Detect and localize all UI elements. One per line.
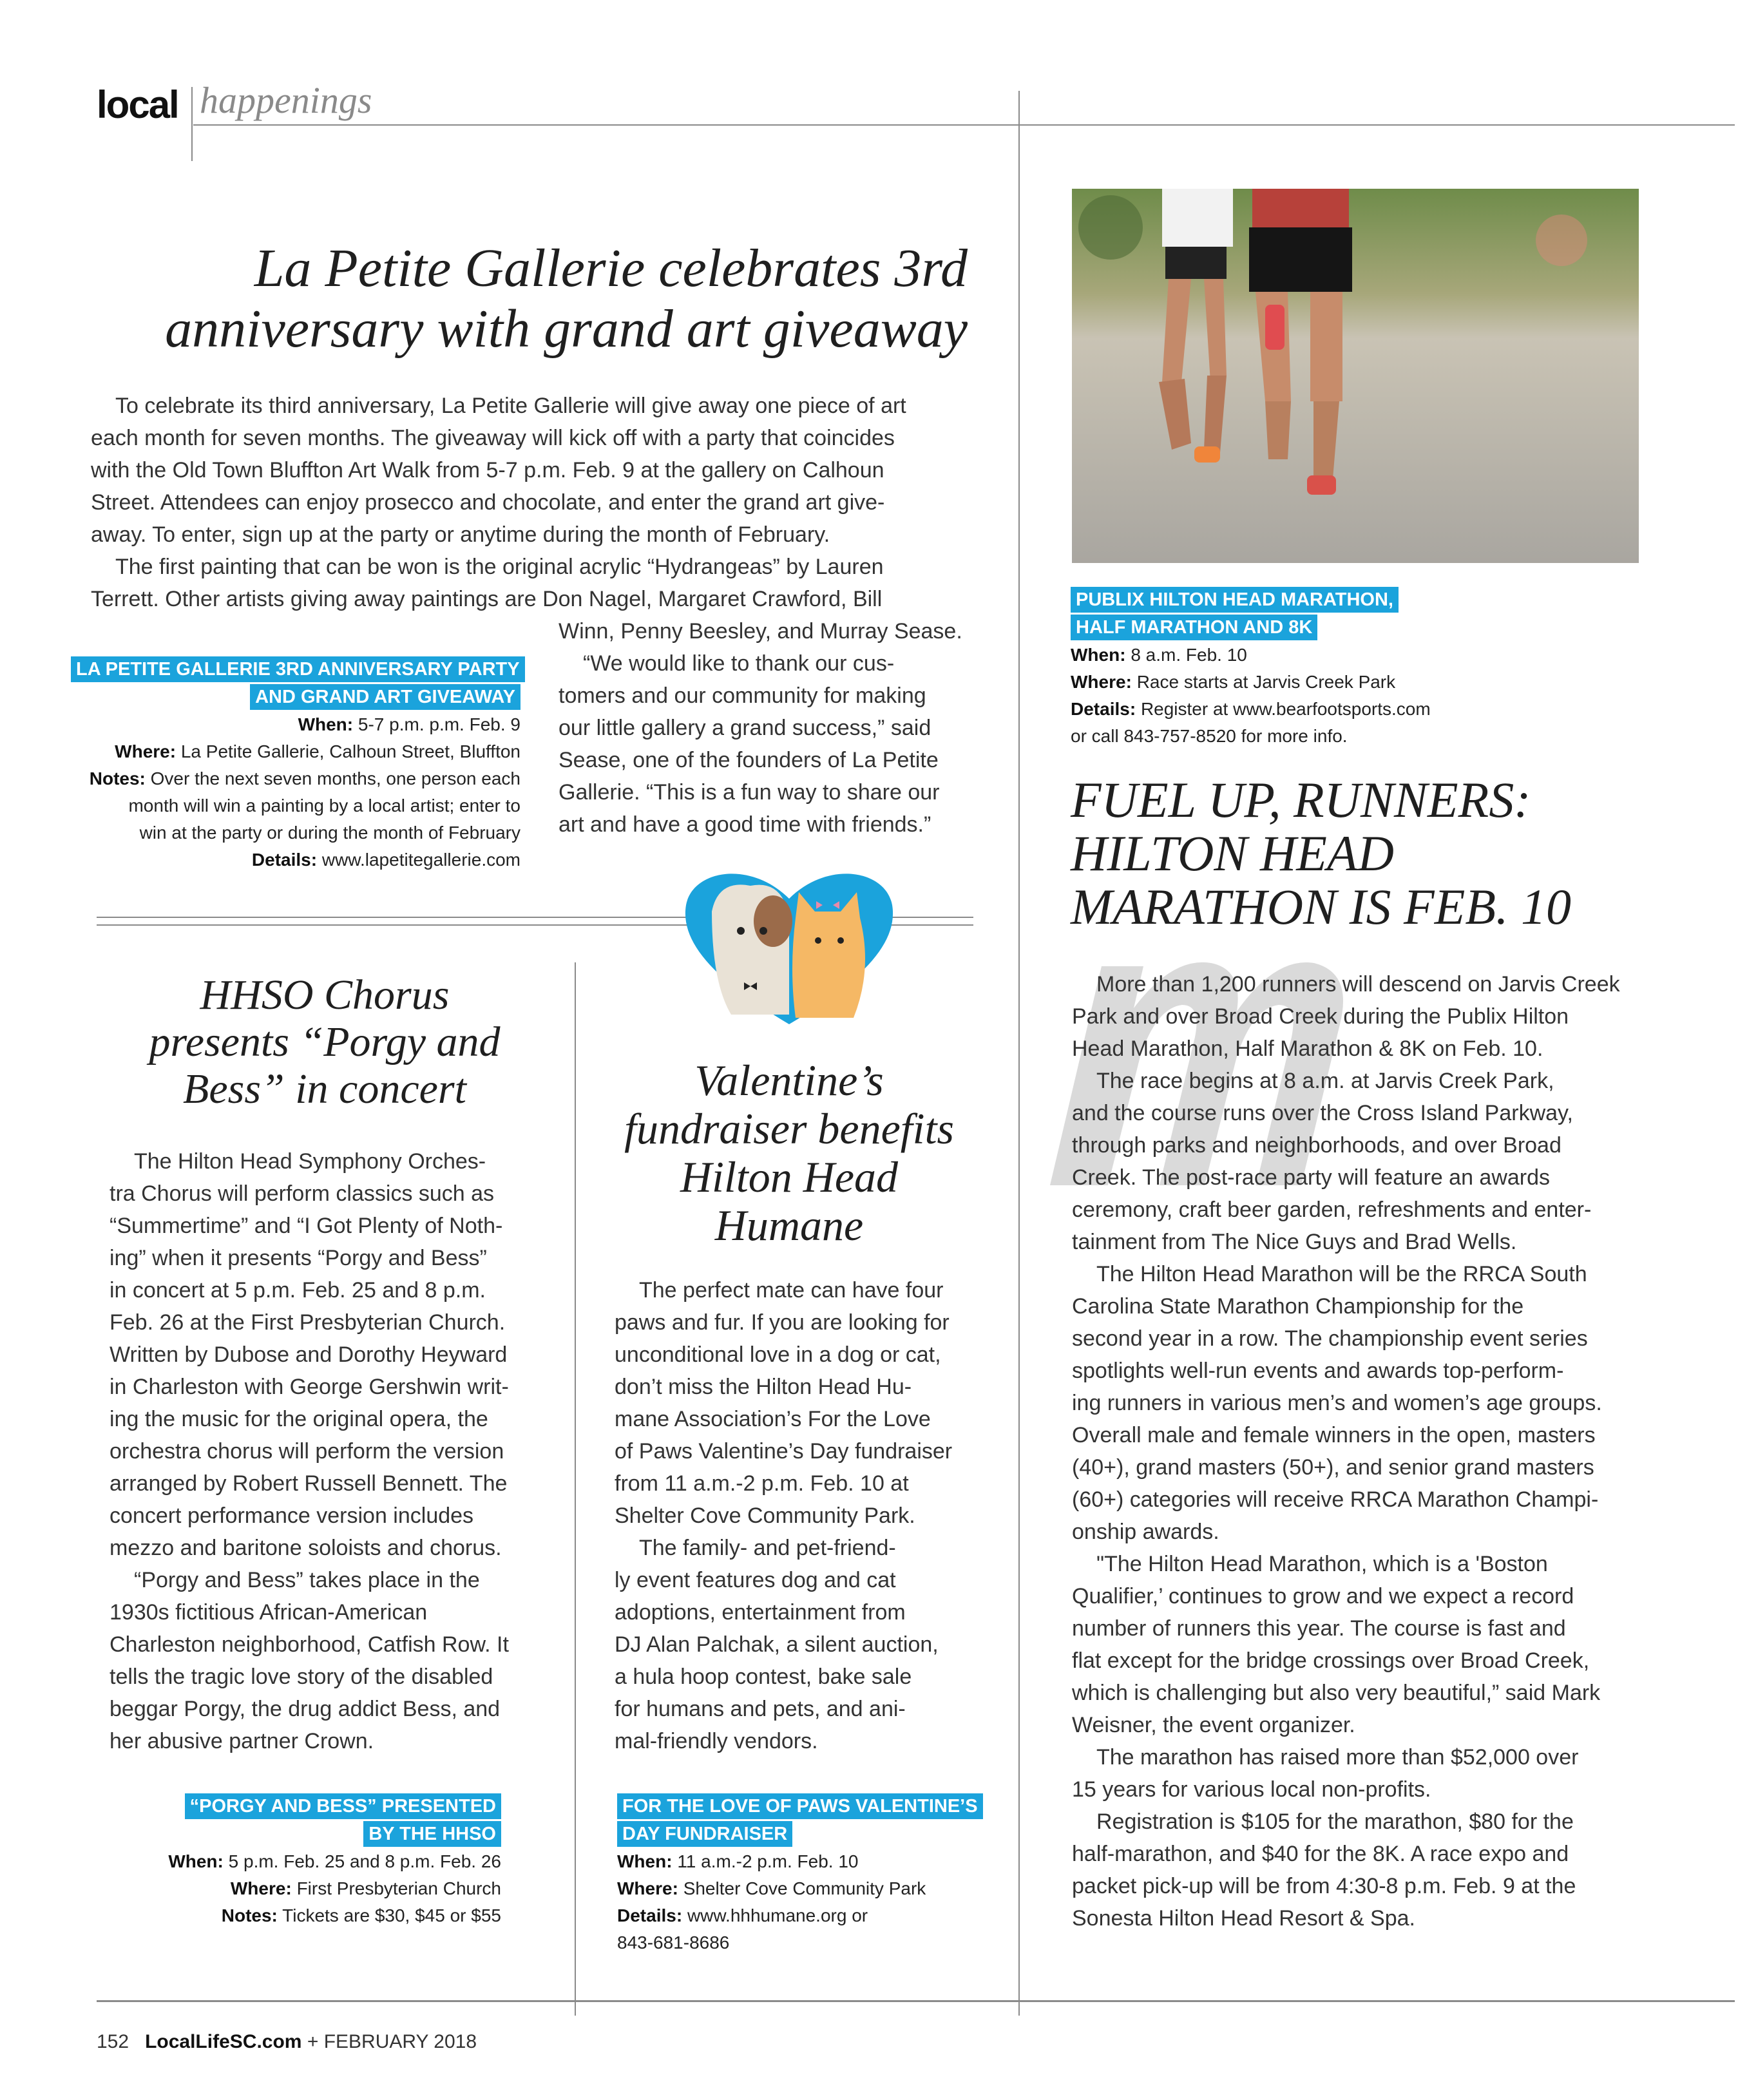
body-line: Feb. 26 at the First Presbyterian Church. (110, 1310, 506, 1335)
headline-line: MARATHON IS FEB. 10 (1071, 879, 1571, 935)
details-link: www.hhhumane.org or (687, 1905, 868, 1925)
info-notes-line: win at the party or during the month of February (139, 823, 520, 843)
valentine-infobox (617, 1793, 983, 1956)
info-notes-line: month will win a painting by a local artist; enter to (128, 796, 520, 816)
body-line: mezzo and baritone soloists and chorus. (110, 1536, 502, 1560)
info-phone: or call 843-757-8520 for more info. (1071, 726, 1348, 746)
headline-line: Humane (714, 1201, 864, 1250)
body-line: Carolina State Marathon Championship for the (1072, 1294, 1524, 1319)
body-line: Sease, one of the founders of La Petite (559, 748, 939, 772)
body-line: "The Hilton Head Marathon, which is a 'Boston (1096, 1552, 1548, 1576)
footer (97, 2031, 477, 2053)
body-line: unconditional love in a dog or cat, (615, 1342, 941, 1367)
body-line: art and have a good time with friends.” (559, 812, 931, 837)
gallerie-body-narrow (559, 615, 962, 841)
body-line: a hula hoop contest, bake sale (615, 1665, 912, 1689)
body-line: More than 1,200 runners will descend on Jarvis Creek (1096, 972, 1620, 997)
body-line: adoptions, entertainment from (615, 1600, 906, 1625)
body-line: flat except for the bridge crossings over Broad Creek, (1072, 1648, 1590, 1673)
body-line: To celebrate its third anniversary, La Petite Gallerie will give away one piece of art (115, 394, 906, 418)
headline-line: Hilton Head (680, 1152, 899, 1201)
headline-line: HHSO Chorus (200, 971, 450, 1018)
column-divider (1018, 91, 1020, 2016)
body-line: The Hilton Head Marathon will be the RRCA South (1096, 1262, 1587, 1286)
body-line: The Hilton Head Symphony Orches- (134, 1149, 486, 1174)
body-line: “We would like to thank our cus- (583, 651, 895, 676)
site-name: LocalLifeSC.com (145, 2031, 302, 2052)
body-line: ing runners in various men’s and women’s age groups. (1072, 1391, 1602, 1415)
body-line: Charleston neighborhood, Catfish Row. It (110, 1632, 509, 1657)
body-line: The perfect mate can have four (639, 1278, 944, 1303)
body-line: The marathon has raised more than $52,000 over (1096, 1745, 1579, 1770)
body-line: tells the tragic love story of the disabled (110, 1665, 493, 1689)
body-line: Registration is $105 for the marathon, $80 for the (1096, 1809, 1574, 1834)
headline-line: presents “Porgy and (149, 1018, 501, 1065)
gallerie-headline (129, 238, 968, 359)
body-line: (60+) categories will receive RRCA Marathon Champi- (1072, 1487, 1599, 1512)
body-line: from 11 a.m.-2 p.m. Feb. 10 at (615, 1471, 909, 1496)
body-line: ing” when it presents “Porgy and Bess” (110, 1246, 487, 1270)
info-details: Details: www.hhhumane.org or (617, 1905, 868, 1925)
info-tag: HALF MARATHON AND 8K (1071, 615, 1317, 640)
body-line: ly event features dog and cat (615, 1568, 896, 1592)
footer-separator: + (307, 2031, 319, 2052)
body-line: tra Chorus will perform classics such as (110, 1181, 495, 1206)
body-line: half-marathon, and $40 for the 8K. A race expo and (1072, 1842, 1569, 1866)
body-line: ceremony, craft beer garden, refreshments and enter- (1072, 1198, 1592, 1222)
valentine-body (615, 1274, 952, 1757)
body-line: paws and fur. If you are looking for (615, 1310, 950, 1335)
body-line: away. To enter, sign up at the party or anytime during the month of February. (91, 522, 830, 547)
headline-line: anniversary with grand art giveaway (165, 299, 968, 359)
header-divider (191, 87, 193, 161)
body-line: through parks and neighborhoods, and over Broad (1072, 1133, 1561, 1158)
valentine-headline (580, 1056, 998, 1250)
info-notes: Notes: Tickets are $30, $45 or $55 (221, 1905, 501, 1925)
headline-line: Valentine’s (694, 1056, 884, 1105)
hhso-body (110, 1145, 509, 1757)
body-line: orchestra chorus will perform the version (110, 1439, 504, 1464)
hhso-headline (97, 971, 553, 1112)
body-line: Overall male and female winners in the open, masters (1072, 1423, 1596, 1447)
info-tag: “PORGY AND BESS” PRESENTED (185, 1793, 501, 1819)
body-line: with the Old Town Bluffton Art Walk from 5-7 p.m. Feb. 9 at the gallery on Calhoun (91, 458, 884, 482)
gallerie-body-wide (91, 390, 906, 615)
info-where: Where: First Presbyterian Church (230, 1878, 501, 1898)
body-line: each month for seven months. The giveaway will kick off with a party that coincides (91, 426, 895, 450)
info-when: When: 5-7 p.m. p.m. Feb. 9 (298, 714, 520, 734)
info-details: Details: Register at www.bearfootsports.com (1071, 699, 1431, 719)
body-line: in Charleston with George Gershwin writ- (110, 1375, 509, 1399)
body-line: 15 years for various local non-profits. (1072, 1777, 1431, 1802)
headline-line: La Petite Gallerie celebrates 3rd (254, 238, 968, 298)
info-tag: FOR THE LOVE OF PAWS VALENTINE’S (617, 1793, 983, 1819)
body-line: which is challenging but also very beautiful,” said Mark (1072, 1681, 1601, 1705)
body-line: tomers and our community for making (559, 683, 926, 708)
body-line: tainment from The Nice Guys and Brad Wells. (1072, 1230, 1517, 1254)
body-line: beggar Porgy, the drug addict Bess, and (110, 1697, 501, 1721)
body-line: number of runners this year. The course is fast and (1072, 1616, 1566, 1641)
body-line: of Paws Valentine’s Day fundraiser (615, 1439, 953, 1464)
body-line: Sonesta Hilton Head Resort & Spa. (1072, 1906, 1415, 1931)
body-line: The family- and pet-friend- (639, 1536, 896, 1560)
info-tag: BY THE HHSO (363, 1821, 501, 1847)
body-line: mal-friendly vendors. (615, 1729, 818, 1753)
info-phone: 843-681-8686 (617, 1933, 730, 1952)
body-line: packet pick-up will be from 4:30-8 p.m. Feb. 9 at the (1072, 1874, 1576, 1898)
info-when: When: 5 p.m. Feb. 25 and 8 p.m. Feb. 26 (168, 1851, 501, 1871)
body-line: her abusive partner Crown. (110, 1729, 374, 1753)
marathon-infobox (1071, 586, 1431, 750)
body-line: Creek. The post-race party will feature an awards (1072, 1165, 1551, 1190)
body-line: Street. Attendees can enjoy prosecco and chocolate, and enter the grand art give- (91, 490, 885, 515)
body-line: Weisner, the event organizer. (1072, 1713, 1355, 1737)
info-where: Where: Race starts at Jarvis Creek Park (1071, 672, 1396, 692)
info-notes: Notes: Over the next seven months, one person each (89, 768, 520, 788)
column-divider (575, 962, 576, 2016)
info-when: When: 8 a.m. Feb. 10 (1071, 645, 1247, 665)
body-line: in concert at 5 p.m. Feb. 25 and 8 p.m. (110, 1278, 486, 1303)
gallerie-infobox (71, 656, 520, 873)
info-where: Where: Shelter Cove Community Park (617, 1878, 926, 1898)
body-line: Head Marathon, Half Marathon & 8K on Feb. 10. (1072, 1036, 1543, 1061)
info-tag: DAY FUNDRAISER (617, 1821, 792, 1847)
details-link: Register at www.bearfootsports.com (1140, 699, 1431, 719)
info-tag: AND GRAND ART GIVEAWAY (250, 684, 520, 710)
info-tag: LA PETITE GALLERIE 3RD ANNIVERSARY PARTY (71, 656, 525, 682)
body-line: second year in a row. The championship event series (1072, 1326, 1588, 1351)
body-line: Gallerie. “This is a fun way to share our (559, 780, 940, 805)
marathon-headline (1071, 773, 1571, 933)
body-line: “Porgy and Bess” takes place in the (134, 1568, 480, 1592)
gallerie-quote (559, 647, 962, 841)
body-line: (40+), grand masters (50+), and senior grand masters (1072, 1455, 1594, 1480)
body-line: Winn, Penny Beesley, and Murray Sease. (559, 619, 962, 644)
headline-line: FUEL UP, RUNNERS: (1071, 772, 1531, 828)
body-line: mane Association’s For the Love (615, 1407, 931, 1431)
body-line: spotlights well-run events and awards top-perform- (1072, 1359, 1564, 1383)
body-line: Shelter Cove Community Park. (615, 1503, 915, 1528)
body-line: onship awards. (1072, 1520, 1219, 1544)
page-number: 152 (97, 2031, 129, 2052)
headline-line: fundraiser benefits (624, 1104, 954, 1153)
info-where: Where: La Petite Gallerie, Calhoun Street, Bluffton (115, 741, 520, 761)
issue-date: FEBRUARY 2018 (323, 2031, 477, 2052)
footer-rule (97, 2000, 1735, 2002)
body-line: “Summertime” and “I Got Plenty of Noth- (110, 1214, 503, 1238)
details-link: www.lapetitegallerie.com (321, 850, 520, 870)
body-line: arranged by Robert Russell Bennett. The (110, 1471, 508, 1496)
body-line: ing the music for the original opera, the (110, 1407, 488, 1431)
section-brand: local (97, 83, 178, 126)
headline-line: Bess” in concert (183, 1065, 466, 1112)
pets-heart-illustration (680, 866, 899, 1027)
marathon-body (1072, 968, 1620, 1934)
header-rule (193, 124, 1735, 126)
body-line: Terrett. Other artists giving away paintings are Don Nagel, Margaret Crawford, Bill (91, 587, 883, 611)
section-name: happenings (200, 79, 372, 121)
headline-line: HILTON HEAD (1071, 825, 1394, 881)
body-line: don’t miss the Hilton Head Hu- (615, 1375, 912, 1399)
body-line: Written by Dubose and Dorothy Heyward (110, 1342, 508, 1367)
body-line: DJ Alan Palchak, a silent auction, (615, 1632, 939, 1657)
body-line: The first painting that can be won is the original acrylic “Hydrangeas” by Lauren (115, 555, 884, 579)
body-line: Park and over Broad Creek during the Publix Hilton (1072, 1004, 1569, 1029)
body-line: 1930s fictitious African-American (110, 1600, 428, 1625)
body-line: concert performance version includes (110, 1503, 474, 1528)
body-line: Qualifier,’ continues to grow and we expect a record (1072, 1584, 1574, 1608)
hhso-infobox (97, 1793, 501, 1929)
body-line: The race begins at 8 a.m. at Jarvis Creek Park, (1096, 1069, 1554, 1093)
body-line: and the course runs over the Cross Island Parkway, (1072, 1101, 1573, 1125)
info-tag: PUBLIX HILTON HEAD MARATHON, (1071, 587, 1399, 613)
body-line: our little gallery a grand success,” said (559, 716, 931, 740)
body-line: for humans and pets, and ani- (615, 1697, 906, 1721)
info-when: When: 11 a.m.-2 p.m. Feb. 10 (617, 1851, 859, 1871)
runners-photo (1072, 189, 1639, 563)
info-details: Details: www.lapetitegallerie.com (251, 850, 520, 870)
